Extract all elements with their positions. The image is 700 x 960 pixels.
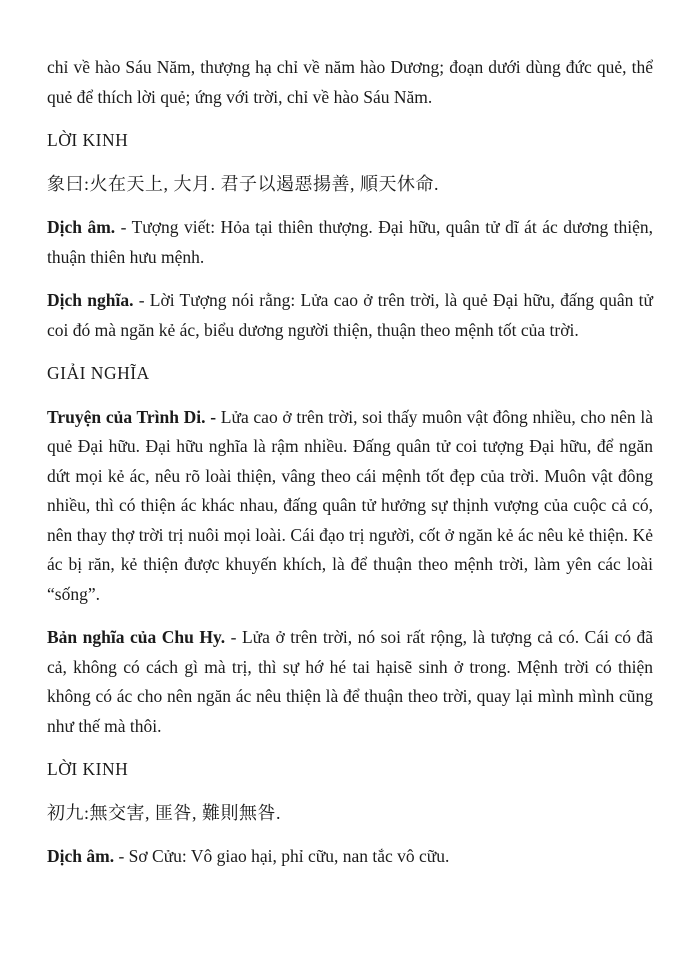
trinh-di-text: Lửa cao ở trên trời, soi thấy muôn vật đông nhiều, cho nên là quẻ Đại hữu. Đại hữu nghĩa là rậm nhiều. Đấng quân tử coi tượng Đại hữu, để ngăn dứt mọi kẻ ác, nêu rõ loài thiện, vâng theo cái mệnh tốt đẹp của trời. Muôn vật đông nhiều, thì có thiện ác khác nhau, đấng quân tử hưởng sự thịnh vượng của cuộc cả có, nên thay thợ trời trị nuôi mọi loài. Cái đạo trị người, cốt ở ngăn kẻ ác nêu kẻ thiện. Kẻ ác bị răn, kẻ thiện được khuyến khích, là để thuận theo mệnh trời, làm yên các loài “sống”.: [47, 406, 653, 604]
intro-paragraph: chỉ về hào Sáu Năm, thượng hạ chỉ về năm hào Dương; đoạn dưới dùng đức quẻ, thể quẻ để thích lời quẻ; ứng với trời, chỉ về hào Sáu Năm.: [47, 57, 653, 107]
dich-nghia-paragraph: [47, 286, 653, 345]
chu-hy-commentary-paragraph: [47, 623, 653, 741]
dich-am-2-text: - Sơ Cửu: Vô giao hại, phỉ cữu, nan tắc vô cữu.: [118, 846, 450, 866]
dich-am-paragraph-1: [47, 213, 653, 272]
dich-am-1-label: Dịch âm.: [47, 217, 116, 237]
section-heading-giai-nghia: GIẢI NGHĨA: [47, 363, 150, 383]
trinh-di-label: Truyện của Trình Di. -: [47, 406, 217, 427]
chu-hy-label: Bản nghĩa của Chu Hy.: [47, 627, 226, 647]
dich-am-paragraph-2: [47, 842, 653, 872]
chu-hy-text: - Lửa ở trên trời, nó soi rất rộng, là tượng cả có. Cái có đã cả, không có cách gì mà trị, thì sự hớ hé tai hạisẽ sinh ở trong. Mệnh trời có thiện không có ác cho nên ngăn ác nêu thiện là để thuận theo trời, quay lại mình mình cũng như thế mà thôi.: [47, 627, 653, 736]
dich-nghia-text: - Lời Tượng nói rằng: Lửa cao ở trên trời, là quẻ Đại hữu, đấng quân tử coi đó mà ngăn kẻ ác, biểu dương người thiện, thuận theo mệnh tốt của trời.: [47, 290, 654, 340]
section-heading-loi-kinh-2: LỜI KINH: [47, 759, 129, 779]
dich-am-1-text: - Tượng viết: Hỏa tại thiên thượng. Đại hữu, quân tử dĩ át ác dương thiện, thuận thiên hưu mệnh.: [47, 217, 654, 267]
trinh-di-commentary-paragraph: [47, 403, 653, 610]
dich-nghia-label: Dịch nghĩa.: [47, 290, 134, 310]
dich-am-2-label: Dịch âm.: [47, 846, 115, 866]
section-heading-loi-kinh-1: LỜI KINH: [47, 130, 129, 150]
chinese-quote-tuong-truyen: 象曰:火在天上, 大月. 君子以遏惡揚善, 順天休命.: [47, 173, 439, 194]
chinese-quote-so-cuu: 初九:無交害, 匪咎, 難則無咎.: [47, 802, 281, 823]
